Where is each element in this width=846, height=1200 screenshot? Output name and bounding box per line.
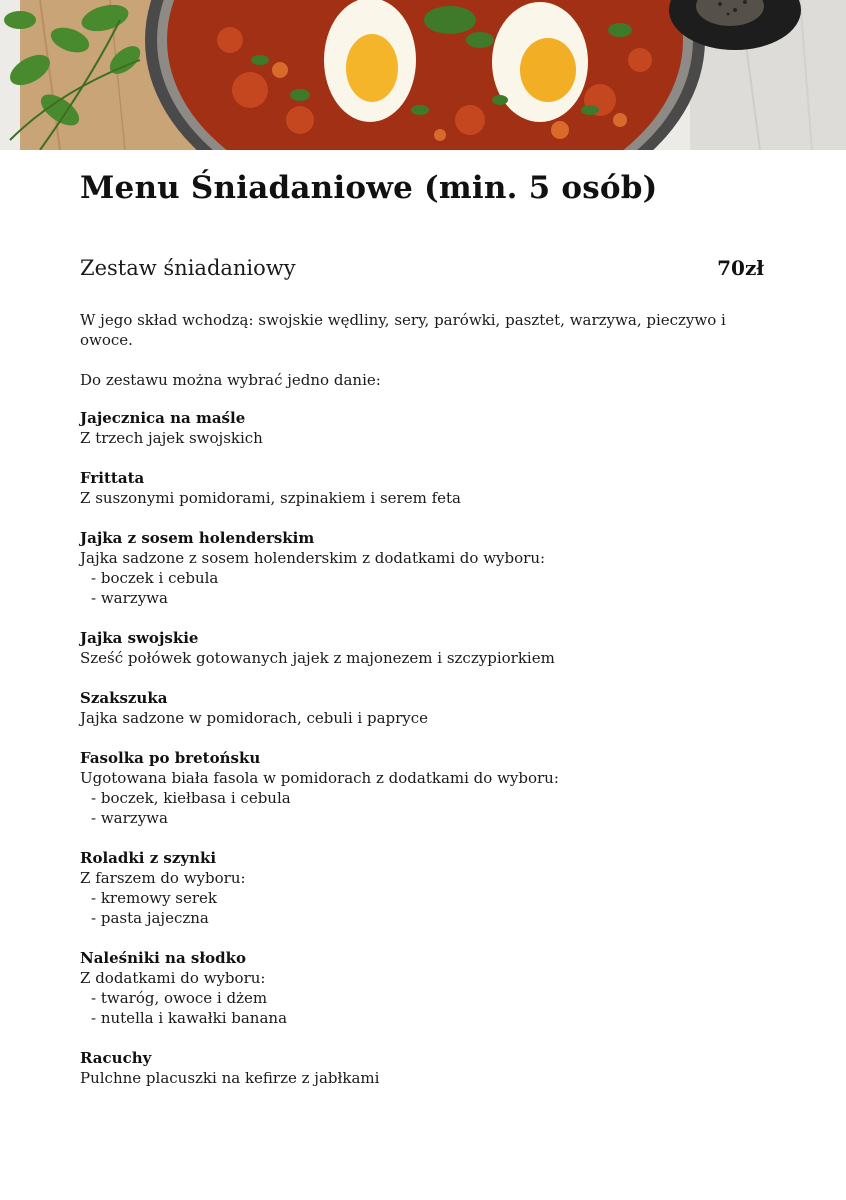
dish-item: [80, 628, 770, 668]
dish-list: [80, 408, 770, 1108]
dish-option: - kremowy serek: [91, 889, 218, 907]
dish-option: - warzywa: [91, 589, 168, 607]
dish-name: Jajecznica na maśle: [80, 409, 246, 427]
dish-item: [80, 688, 770, 728]
dish-item: [80, 748, 770, 828]
menu-title: Menu Śniadaniowe (min. 5 osób): [80, 170, 658, 206]
dish-option: - boczek i cebula: [91, 569, 219, 587]
set-price: 70zł: [717, 256, 764, 280]
dish-name: Racuchy: [80, 1049, 152, 1067]
dish-description: Z dodatkami do wyboru:: [80, 969, 266, 987]
dish-option: - pasta jajeczna: [91, 909, 209, 927]
dish-option: - nutella i kawałki banana: [91, 1009, 288, 1027]
set-name: Zestaw śniadaniowy: [80, 256, 296, 280]
dish-options: [80, 788, 770, 828]
dish-option: - boczek, kiełbasa i cebula: [91, 789, 291, 807]
shakshuka-photo-icon: [0, 0, 846, 150]
dish-description: Jajka sadzone z sosem holenderskim z dodatkami do wyboru:: [80, 549, 546, 567]
dish-name: Jajka swojskie: [80, 629, 199, 647]
dish-item: [80, 1048, 770, 1088]
dish-option: - warzywa: [91, 809, 168, 827]
dish-options: [80, 988, 770, 1028]
dish-name: Frittata: [80, 469, 145, 487]
choose-dish-label: Do zestawu można wybrać jedno danie:: [80, 371, 381, 389]
dish-name: Szakszuka: [80, 689, 168, 707]
dish-item: [80, 528, 770, 608]
breakfast-set-row: [80, 256, 764, 286]
dish-description: Z suszonymi pomidorami, szpinakiem i serem feta: [80, 489, 461, 507]
dish-name: Fasolka po bretońsku: [80, 749, 261, 767]
dish-description: Z farszem do wyboru:: [80, 869, 246, 887]
dish-description: Ugotowana biała fasola w pomidorach z dodatkami do wyboru:: [80, 769, 559, 787]
dish-name: Roladki z szynki: [80, 849, 217, 867]
dish-options: [80, 888, 770, 928]
dish-option: - twaróg, owoce i dżem: [91, 989, 268, 1007]
set-contents: W jego skład wchodzą: swojskie wędliny, sery, parówki, pasztet, warzywa, pieczywo i owoce.: [80, 311, 726, 349]
dish-name: Jajka z sosem holenderskim: [80, 529, 315, 547]
dish-item: [80, 468, 770, 508]
dish-description: Z trzech jajek swojskich: [80, 429, 263, 447]
dish-description: Sześć połówek gotowanych jajek z majonezem i szczypiorkiem: [80, 649, 555, 667]
dish-item: [80, 408, 770, 448]
dish-description: Pulchne placuszki na kefirze z jabłkami: [80, 1069, 380, 1087]
dish-item: [80, 948, 770, 1028]
hero-image: [0, 0, 846, 150]
dish-options: [80, 568, 770, 608]
dish-name: Naleśniki na słodko: [80, 949, 246, 967]
dish-description: Jajka sadzone w pomidorach, cebuli i papryce: [80, 709, 429, 727]
dish-item: [80, 848, 770, 928]
